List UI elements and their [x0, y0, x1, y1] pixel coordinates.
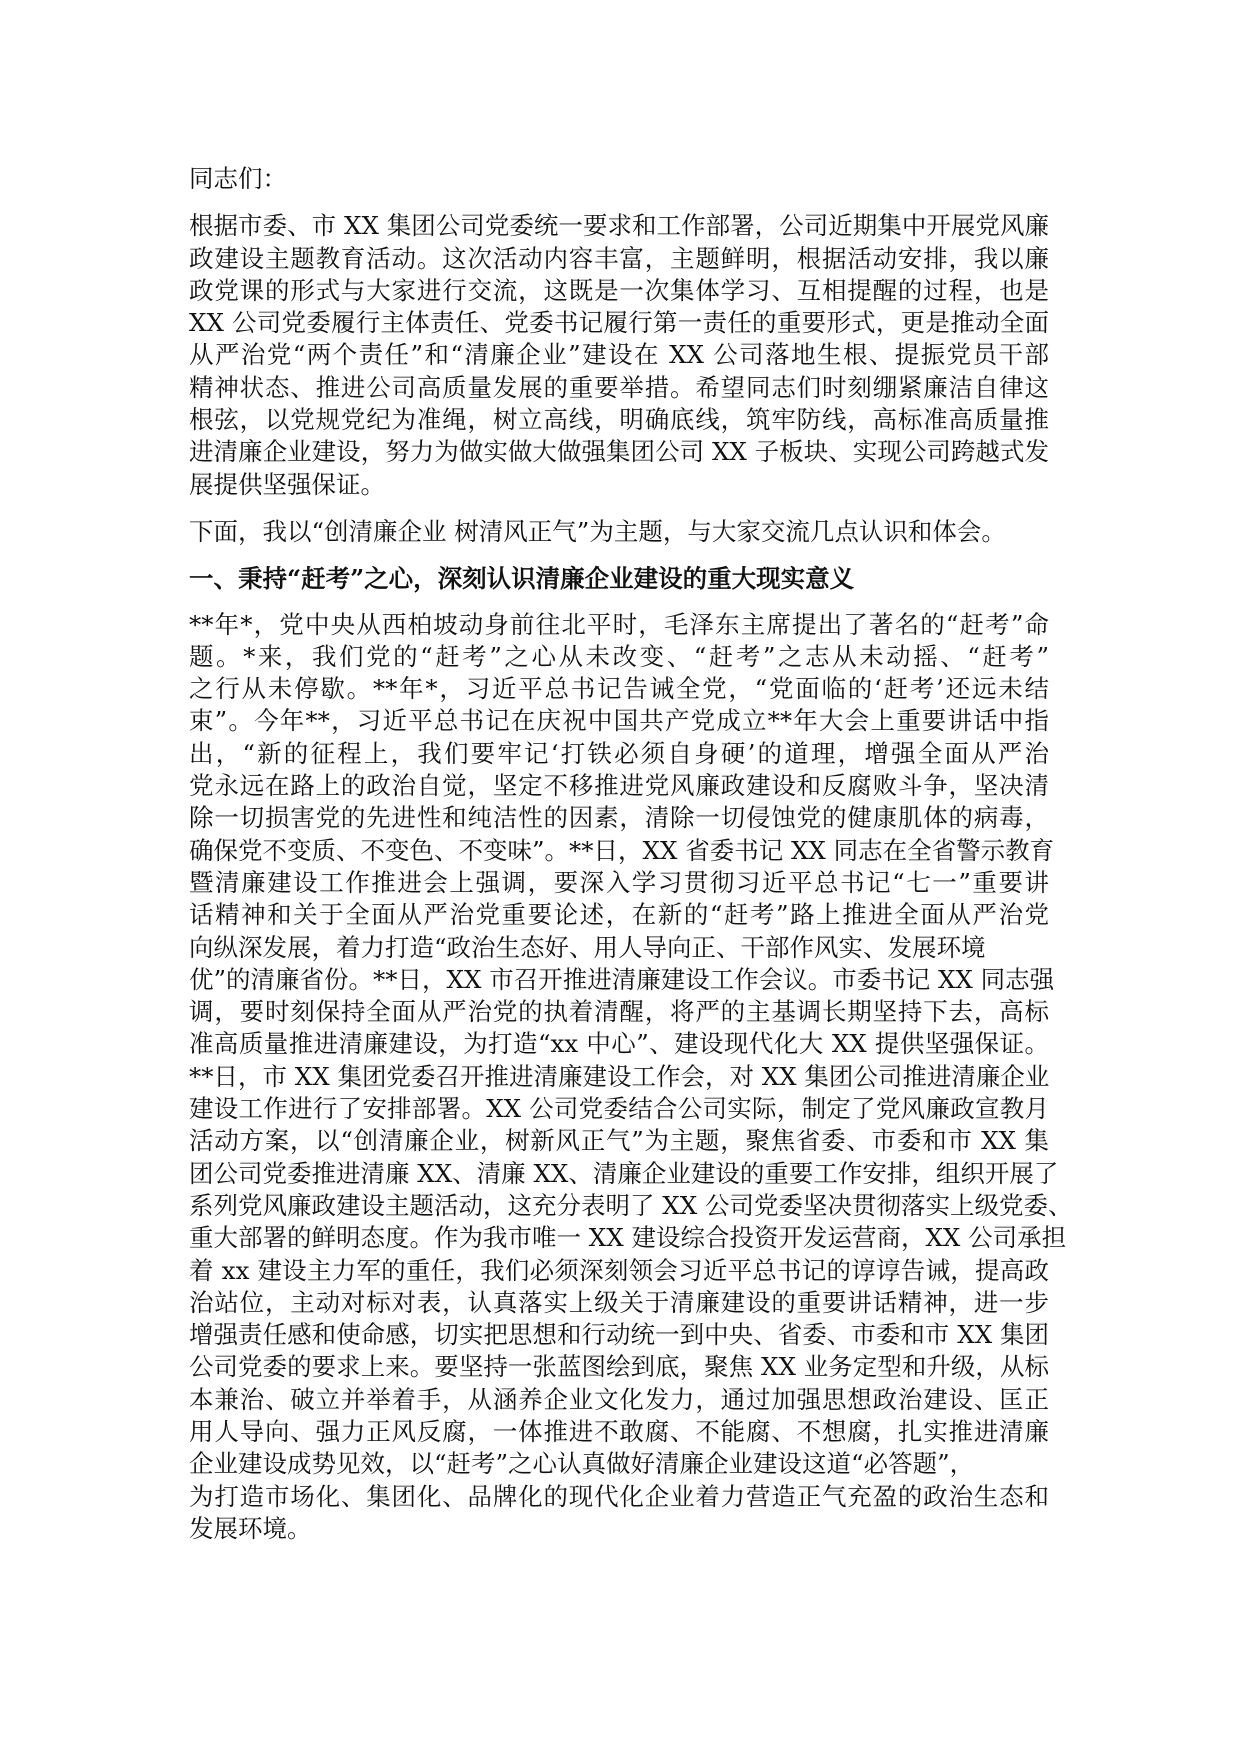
text-line: 暨清廉建设工作推进会上强调，要深入学习贯彻习近平总书记“七一”重要讲 [189, 867, 1049, 897]
text-line: 优”的清廉省份。**日，XX 市召开推进清廉建设工作会议。市委书记 XX 同志强 [189, 964, 1055, 994]
text-line: 着 xx 建设主力军的重任，我们必须深刻领会习近平总书记的谆谆告诫，提高政 [189, 1255, 1049, 1285]
text-line: 为打造市场化、集团化、品牌化的现代化企业着力营造正气充盈的政治生态和 [189, 1481, 1049, 1511]
text-line: 重大部署的鲜明态度。作为我市唯一 XX 建设综合投资开发运营商，XX 公司承担 [189, 1223, 1067, 1253]
section-heading: 一、秉持“赶考”之心，深刻认识清廉企业建设的重大现实意义 [189, 564, 855, 594]
text-line: 准高质量推进清廉建设，为打造“xx 中心”、建设现代化大 XX 提供坚强保证。 [189, 1029, 1049, 1059]
text-line: 除一切损害党的先进性和纯洁性的因素，清除一切侵蚀党的健康肌体的病毒， [189, 803, 1049, 833]
text-line: 束”。今年**，习近平总书记在庆祝中国共产党成立**年大会上重要讲话中指 [189, 706, 1049, 736]
section-paragraph [189, 609, 1073, 1546]
text-line: **年*，党中央从西柏坡动身前往北平时，毛泽东主席提出了著名的“赶考”命 [189, 609, 1049, 639]
text-line: 企业建设成势见效，以“赶考”之心认真做好清廉企业建设这道“必答题”， [189, 1449, 975, 1479]
text-line: 治站位，主动对标对表，认真落实上级关于清廉建设的重要讲话精神，进一步 [189, 1287, 1049, 1317]
text-line: 之行从未停歇。**年*，习近平总书记告诫全党，“党面临的‘赶考’还远未结 [189, 674, 1049, 704]
text-line: 确保党不变质、不变色、不变味”。**日，XX 省委书记 XX 同志在全省警示教育 [189, 835, 1055, 865]
text-line: 活动方案，以“创清廉企业，树新风正气”为主题，聚焦省委、市委和市 XX 集 [189, 1126, 1049, 1156]
text-line: 建设工作进行了安排部署。XX 公司党委结合公司实际，制定了党风廉政宣教月 [189, 1094, 1049, 1124]
text-line: 从严治党“两个责任”和“清廉企业”建设在 XX 公司落地生根、提振党员干部 [189, 340, 1049, 370]
text-line: 增强责任感和使命感，切实把思想和行动统一到中央、省委、市委和市 XX 集团 [189, 1320, 1049, 1350]
salutation: 同志们： [189, 164, 287, 193]
text-line: 党永远在路上的政治自觉，坚定不移推进党风廉政建设和反腐败斗争，坚决清 [189, 771, 1049, 801]
text-line: 系列党风廉政建设主题活动，这充分表明了 XX 公司党委坚决贯彻落实上级党委、 [189, 1190, 1073, 1220]
text-line: **日，市 XX 集团党委召开推进清廉建设工作会，对 XX 集团公司推进清廉企业 [189, 1061, 1050, 1091]
text-line: 根据市委、市 XX 集团公司党委统一要求和工作部署，公司近期集中开展党风廉 [189, 211, 1049, 241]
theme-paragraph [189, 516, 1049, 548]
intro-paragraph [189, 210, 1049, 501]
text-line: 发展环境。 [189, 1513, 312, 1543]
text-line: 进清廉企业建设，努力为做实做大做强集团公司 XX 子板块、实现公司跨越式发 [189, 437, 1049, 467]
text-line: 话精神和关于全面从严治党重要论述，在新的“赶考”路上推进全面从严治党 [189, 900, 1049, 930]
text-line: 团公司党委推进清廉 XX、清廉 XX、清廉企业建设的重要工作安排，组织开展了 [189, 1158, 1059, 1188]
text-line: XX 公司党委履行主体责任、党委书记履行第一责任的重要形式，更是推动全面 [189, 308, 1049, 338]
text-line: 根弦，以党规党纪为准绳，树立高线，明确底线，筑牢防线，高标准高质量推 [189, 405, 1049, 435]
text-line: 下面，我以“创清廉企业 树清风正气”为主题，与大家交流几点认识和体会。 [189, 516, 1006, 546]
text-line: 精神状态、推进公司高质量发展的重要举措。希望同志们时刻绷紧廉洁自律这 [189, 372, 1049, 402]
text-line: 政建设主题教育活动。这次活动内容丰富，主题鲜明，根据活动安排，我以廉 [189, 243, 1049, 273]
text-line: 出，“新的征程上，我们要牢记‘打铁必须自身硬’的道理，增强全面从严治 [189, 738, 1049, 768]
text-line: 向纵深发展，着力打造“政治生态好、用人导向正、干部作风实、发展环境 [189, 932, 986, 962]
text-line: 公司党委的要求上来。要坚持一张蓝图绘到底，聚焦 XX 业务定型和升级，从标 [189, 1352, 1049, 1382]
document-page [189, 163, 1073, 1560]
text-line: 本兼治、破立并举着手，从涵养企业文化发力，通过加强思想政治建设、匡正 [189, 1384, 1049, 1414]
text-line: 用人导向、强力正风反腐，一体推进不敢腐、不能腐、不想腐，扎实推进清廉 [189, 1416, 1049, 1446]
text-line: 题。*来，我们党的“赶考”之心从未改变、“赶考”之志从未动摇、“赶考” [189, 641, 1049, 671]
text-line: 政党课的形式与大家进行交流，这既是一次集体学习、互相提醒的过程，也是 [189, 275, 1049, 305]
text-line: 调，要时刻保持全面从严治党的执着清醒，将严的主基调长期坚持下去，高标 [189, 997, 1049, 1027]
text-line: 展提供坚强保证。 [189, 469, 385, 499]
